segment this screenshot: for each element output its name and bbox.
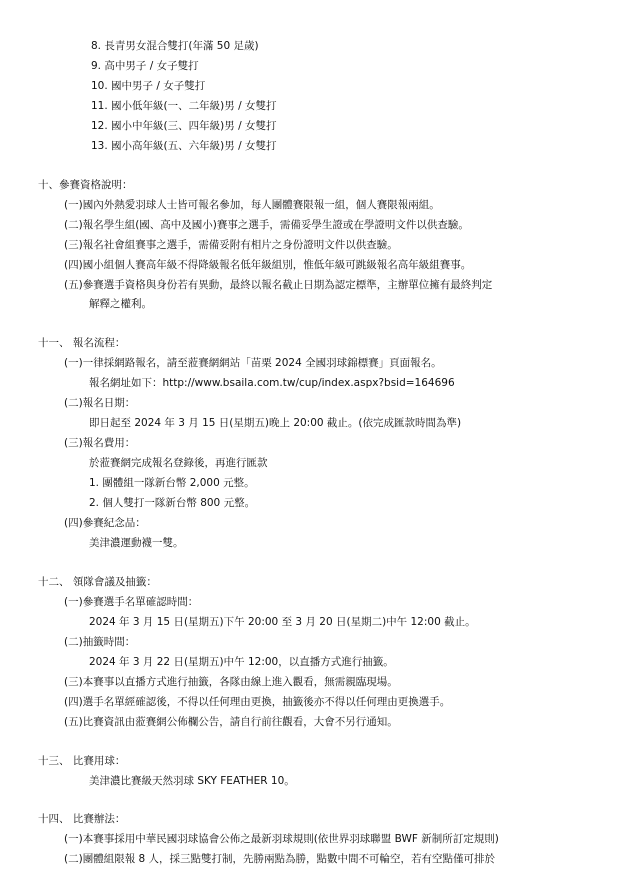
section-12-title: 十二、 領隊會議及抽籤： <box>38 576 157 588</box>
section-12-item: (二)抽籤時間： <box>64 636 136 648</box>
section-11-detail: 即日起至 2024 年 3 月 15 日(星期五)晚上 20:00 截止。(依完成匯款時間為準) <box>89 417 462 429</box>
section-11-item: (一)一律採網路報名，請至蒞賽網網站「苗栗 2024 全國羽球錦標賽」頁面報名。 <box>64 357 442 369</box>
section-13-title: 十三、 比賽用球： <box>38 755 126 767</box>
section-11-item: (四)參賽紀念品： <box>64 517 146 529</box>
section-10-item: (三)報名社會組賽事之選手，需備妥附有相片之身份證明文件以供查驗。 <box>64 239 398 251</box>
section-11-title: 十一、 報名流程： <box>38 337 126 349</box>
section-11-detail: 1. 團體組一隊新台幣 2,000 元整。 <box>89 477 255 489</box>
section-12-detail: 2024 年 3 月 15 日(星期五)下午 20:00 至 3 月 20 日(星期二)中午 12:00 截止。 <box>89 616 476 628</box>
section-14-item: (一)本賽事採用中華民國羽球協會公佈之最新羽球規則(依世界羽球聯盟 BWF 新制所訂定規則) <box>64 833 499 845</box>
event-item: 8. 長青男女混合雙打(年滿 50 足歲) <box>91 40 259 52</box>
section-14-title: 十四、 比賽辦法： <box>38 813 126 825</box>
registration-url: 報名網址如下：http://www.bsaila.com.tw/cup/index.aspx?bsid=164696 <box>89 377 455 389</box>
section-11-detail: 2. 個人雙打一隊新台幣 800 元整。 <box>89 497 256 509</box>
section-10-item-continued: 解釋之權利。 <box>89 298 152 310</box>
section-10-item: (五)參賽選手資格與身份若有異動，最終以報名截止日期為認定標準，主辦單位擁有最終判定 <box>64 279 493 291</box>
section-11-detail: 於蒞賽網完成報名登錄後，再進行匯款 <box>89 457 268 469</box>
section-14-item: (二)團體組限報 8 人，採三點雙打制，先勝兩點為勝，點數中間不可輪空，若有空點僅可排於 <box>64 853 496 865</box>
event-item: 12. 國小中年級(三、四年級)男 / 女雙打 <box>91 120 277 132</box>
section-10-title: 十、參賽資格說明： <box>38 179 133 191</box>
section-12-item: (一)參賽選手名單確認時間： <box>64 596 199 608</box>
section-12-detail: 2024 年 3 月 22 日(星期五)中午 12:00，以直播方式進行抽籤。 <box>89 656 394 668</box>
section-10-item: (一)國內外熱愛羽球人士皆可報名參加，每人團體賽限報一組，個人賽限報兩組。 <box>64 199 440 211</box>
event-item: 10. 國中男子 / 女子雙打 <box>91 80 206 92</box>
section-13-detail: 美津濃比賽級天然羽球 SKY FEATHER 10。 <box>89 775 295 787</box>
section-10-item: (二)報名學生組(國、高中及國小)賽事之選手，需備妥學生證或在學證明文件以供查驗。 <box>64 219 469 231</box>
section-11-item: (三)報名費用： <box>64 437 136 449</box>
section-12-item: (三)本賽事以直播方式進行抽籤，各隊由線上進入觀看，無需親臨現場。 <box>64 676 398 688</box>
section-11-item: (二)報名日期： <box>64 397 136 409</box>
event-item: 13. 國小高年級(五、六年級)男 / 女雙打 <box>91 140 277 152</box>
section-11-detail: 美津濃運動襪一雙。 <box>89 537 184 549</box>
section-12-item: (五)比賽資訊由蒞賽網公佈欄公告，請自行前往觀看，大會不另行通知。 <box>64 716 398 728</box>
event-item: 9. 高中男子 / 女子雙打 <box>91 60 199 72</box>
section-12-item: (四)選手名單經確認後，不得以任何理由更換，抽籤後亦不得以任何理由更換選手。 <box>64 696 451 708</box>
event-item: 11. 國小低年級(一、二年級)男 / 女雙打 <box>91 100 277 112</box>
section-10-item: (四)國小組個人賽高年級不得降級報名低年級組別，惟低年級可跳級報名高年級組賽事。 <box>64 259 472 271</box>
